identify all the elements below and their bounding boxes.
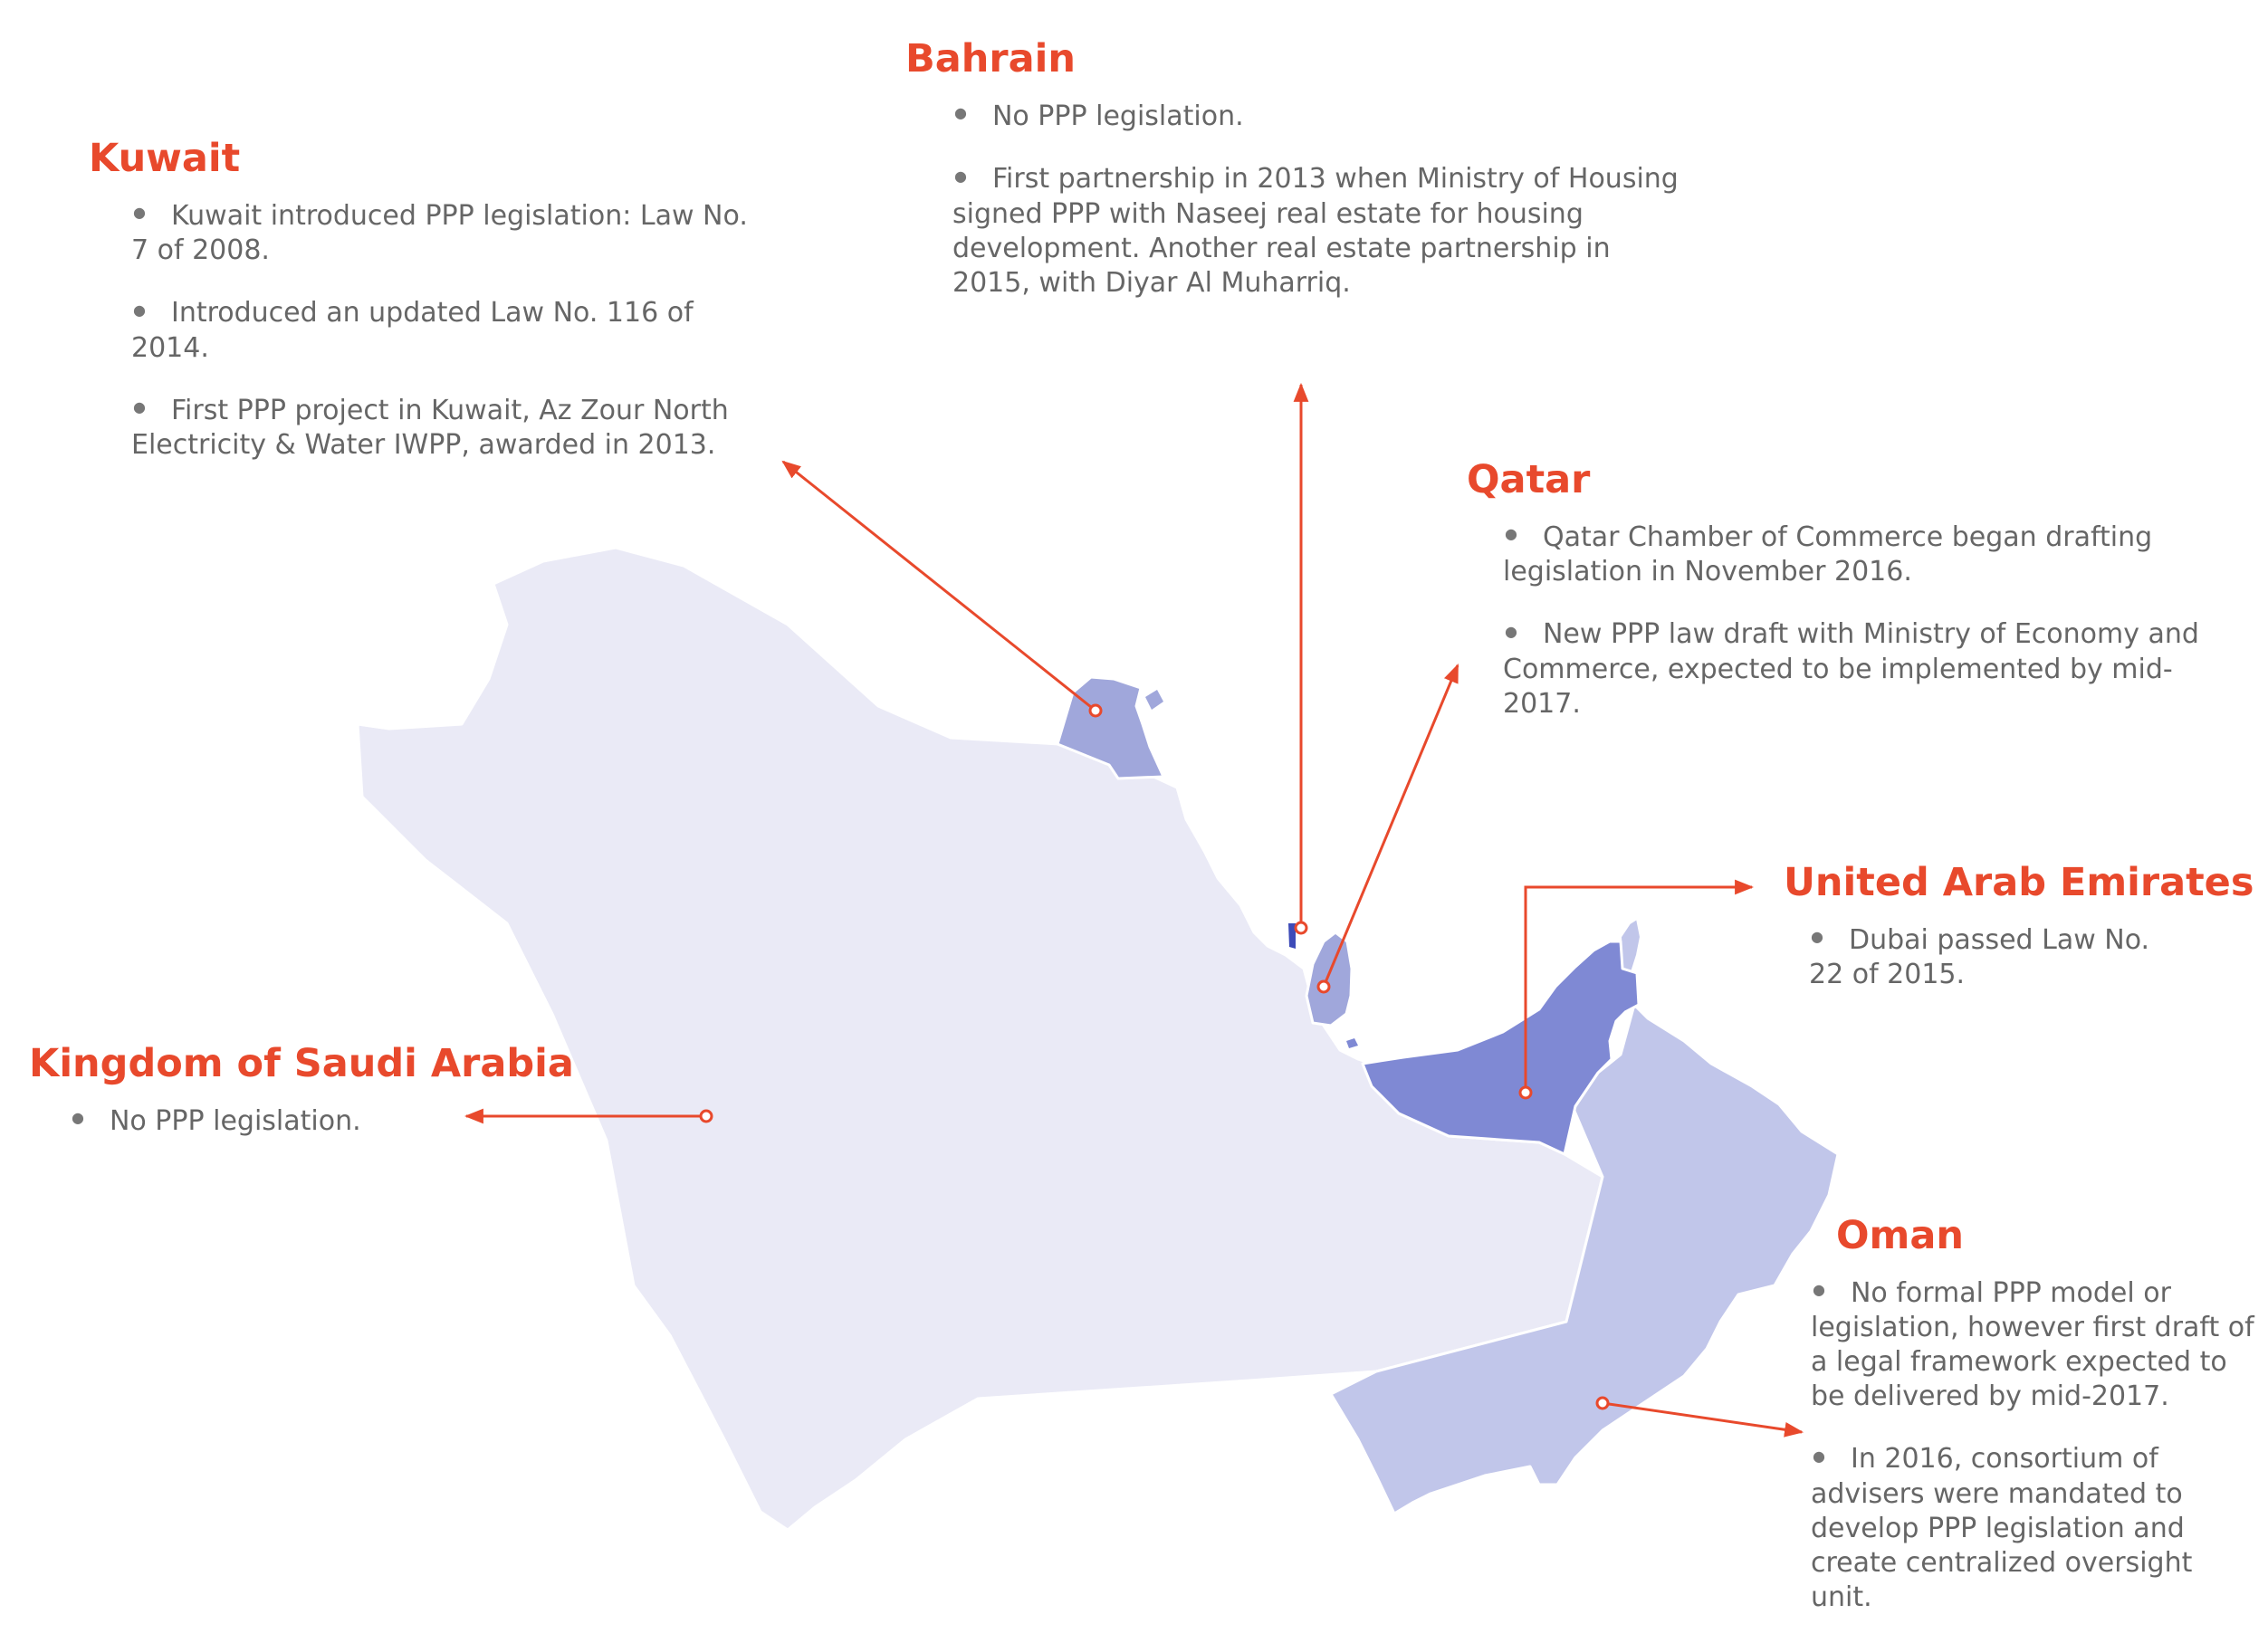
bahrain-bullet-2: ● First partnership in 2013 when Ministry of Housing signed PPP with Naseej real estate for housing development. Another real estate partnership in 2015, with Diyar Al Muharriq. bbox=[952, 162, 1693, 301]
saudi-title: Kingdom of Saudi Arabia bbox=[29, 1041, 574, 1086]
bahrain-bullets bbox=[905, 100, 1693, 301]
oman-leader-line bbox=[1603, 1403, 1802, 1432]
saudi-annotation bbox=[29, 1041, 590, 1167]
qatar-annotation bbox=[1467, 457, 2245, 750]
kuwait-annotation bbox=[89, 136, 759, 491]
qatar-shape[interactable] bbox=[1306, 932, 1352, 1026]
oman-bullets bbox=[1811, 1276, 2254, 1615]
qatar-marker[interactable] bbox=[1318, 981, 1329, 992]
qatar-bullet-2: ● New PPP law draft with Ministry of Economy and Commerce, expected to be implemented by mid-2017. bbox=[1503, 617, 2245, 721]
kuwait-bullets bbox=[89, 199, 759, 463]
oman-bullet-1: ● No formal PPP model or legislation, however first draft of a legal framework expected to be delivered by mid-2017. bbox=[1811, 1276, 2254, 1415]
kuwait-title: Kuwait bbox=[89, 136, 241, 181]
uae-title: United Arab Emirates bbox=[1784, 860, 2254, 905]
bubiyan-island-shape bbox=[1145, 690, 1163, 710]
saudi-bullet-1: ● No PPP legislation. bbox=[70, 1104, 590, 1140]
qatar-title: Qatar bbox=[1467, 457, 1591, 502]
oman-marker[interactable] bbox=[1597, 1398, 1608, 1409]
kuwait-bullet-2: ● Introduced an updated Law No. 116 of 2014. bbox=[131, 296, 759, 366]
oman-title: Oman bbox=[1836, 1213, 1964, 1258]
bahrain-marker[interactable] bbox=[1296, 922, 1306, 933]
uae-island-shape bbox=[1346, 1038, 1358, 1048]
oman-annotation bbox=[1811, 1213, 2254, 1643]
qatar-bullets bbox=[1467, 521, 2245, 721]
bahrain-title: Bahrain bbox=[905, 36, 1076, 81]
uae-annotation bbox=[1784, 860, 2254, 1020]
bahrain-bullet-1: ● No PPP legislation. bbox=[952, 100, 1693, 135]
uae-marker[interactable] bbox=[1520, 1087, 1531, 1098]
uae-bullet-1: ● Dubai passed Law No. 22 of 2015. bbox=[1809, 923, 2189, 993]
qatar-leader-line bbox=[1324, 665, 1458, 987]
uae-bullets bbox=[1784, 923, 2189, 993]
oman-bullet-2: ● In 2016, consortium of advisers were mandated to develop PPP legislation and create centralized oversight unit. bbox=[1811, 1442, 2254, 1615]
kuwait-bullet-3: ● First PPP project in Kuwait, Az Zour North Electricity & Water IWPP, awarded in 2013. bbox=[131, 394, 759, 463]
saudi-marker[interactable] bbox=[701, 1111, 712, 1122]
qatar-bullet-1: ● Qatar Chamber of Commerce began drafting legislation in November 2016. bbox=[1503, 521, 2245, 590]
kuwait-bullet-1: ● Kuwait introduced PPP legislation: Law No. 7 of 2008. bbox=[131, 199, 759, 269]
bahrain-annotation bbox=[905, 36, 1693, 329]
kuwait-marker[interactable] bbox=[1090, 705, 1101, 716]
saudi-bullets bbox=[29, 1104, 590, 1140]
